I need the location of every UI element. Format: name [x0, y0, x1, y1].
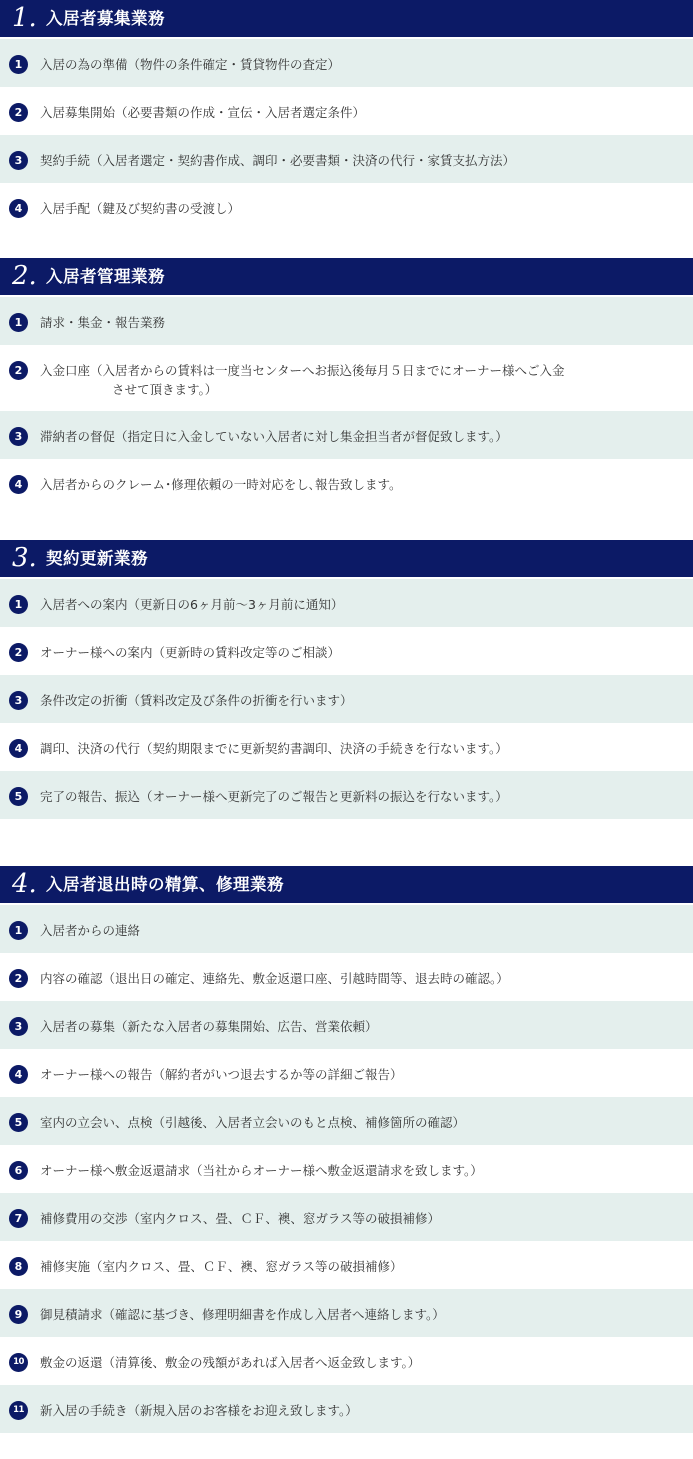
list-item [0, 1145, 693, 1193]
item-text: 新入居の手続き（新規入居のお客様をお迎え致します。） [40, 1403, 358, 1418]
number-badge: 2 [9, 103, 28, 122]
list-item [0, 39, 693, 87]
number-badge: 10 [9, 1353, 28, 1372]
list-item [0, 1337, 693, 1385]
number-badge: 6 [9, 1161, 28, 1180]
section-header [0, 0, 693, 37]
item-text: 滞納者の督促（指定日に入金していない入居者に対し集金担当者が督促致します。） [40, 429, 508, 444]
number-badge: 9 [9, 1305, 28, 1324]
section-2 [0, 258, 693, 507]
section-number: 4. [12, 869, 37, 899]
list-item [0, 1385, 693, 1433]
number-badge: 7 [9, 1209, 28, 1228]
number-badge: 2 [9, 643, 28, 662]
item-text: 契約手続（入居者選定・契約書作成、調印・必要書類・決済の代行・家賃支払方法） [40, 153, 516, 168]
list-item [0, 459, 693, 507]
number-badge: 5 [9, 1113, 28, 1132]
number-badge: 3 [9, 151, 28, 170]
list-item [0, 771, 693, 819]
item-text: 入金口座（入居者からの賃料は一度当センターへお振込後毎月５日までにオーナー様へご入金 [40, 363, 565, 378]
item-text: 敷金の返還（清算後、敷金の残額があれば入居者へ返金致します。） [40, 1355, 421, 1370]
number-badge: 11 [9, 1401, 28, 1420]
list-item [0, 675, 693, 723]
list-item [0, 579, 693, 627]
item-text: 内容の確認（退出日の確定、連絡先、敷金返還口座、引越時間等、退去時の確認。） [40, 971, 509, 986]
number-badge: 4 [9, 1065, 28, 1084]
list-item [0, 87, 693, 135]
section-header [0, 866, 693, 903]
number-badge: 4 [9, 475, 28, 494]
number-badge: 2 [9, 969, 28, 988]
section-number: 2. [12, 261, 37, 291]
section-1 [0, 0, 693, 231]
item-text: 入居者への案内（更新日の6ヶ月前〜3ヶ月前に通知） [40, 597, 344, 612]
item-text: 調印、決済の代行（契約期限までに更新契約書調印、決済の手続きを行ないます。） [40, 741, 508, 756]
item-list [0, 297, 693, 507]
number-badge: 2 [9, 361, 28, 380]
item-text: 入居手配（鍵及び契約書の受渡し） [40, 201, 241, 216]
section-title: 入居者退出時の精算、修理業務 [46, 875, 284, 894]
item-text: 入居募集開始（必要書類の作成・宣伝・入居者選定条件） [40, 105, 366, 120]
list-item [0, 1289, 693, 1337]
list-item [0, 627, 693, 675]
list-item [0, 1241, 693, 1289]
item-text: 室内の立会い、点検（引越後、入居者立会いのもと点検、補修箇所の確認） [40, 1115, 466, 1130]
list-item [0, 1193, 693, 1241]
list-item [0, 1049, 693, 1097]
item-text-continued: させて頂きます。） [112, 382, 218, 397]
section-header [0, 258, 693, 295]
item-text: 入居者からの連絡 [40, 923, 141, 938]
item-text: 補修実施（室内クロス、畳、ＣＦ、襖、窓ガラス等の破損補修） [40, 1259, 403, 1274]
item-list [0, 39, 693, 231]
number-badge: 8 [9, 1257, 28, 1276]
number-badge: 3 [9, 1017, 28, 1036]
list-item [0, 1001, 693, 1049]
item-list [0, 905, 693, 1433]
section-header [0, 540, 693, 577]
number-badge: 3 [9, 427, 28, 446]
section-number: 3. [12, 543, 37, 573]
list-item [0, 905, 693, 953]
list-item [0, 1097, 693, 1145]
item-text: オーナー様への案内（更新時の賃料改定等のご相談） [40, 645, 341, 660]
item-text: オーナー様への報告（解約者がいつ退去するか等の詳細ご報告） [40, 1067, 403, 1082]
list-item [0, 953, 693, 1001]
item-text: 入居者からのクレーム･修理依頼の一時対応をし､報告致します。 [40, 477, 402, 492]
section-title: 入居者管理業務 [46, 267, 165, 286]
number-badge: 1 [9, 55, 28, 74]
section-title: 入居者募集業務 [46, 9, 165, 28]
list-item [0, 135, 693, 183]
number-badge: 4 [9, 739, 28, 758]
item-text: 入居者の募集（新たな入居者の募集開始、広告、営業依頼） [40, 1019, 378, 1034]
item-list [0, 579, 693, 819]
section-number: 1. [12, 3, 37, 33]
list-item [0, 183, 693, 231]
item-text: 御見積請求（確認に基づき、修理明細書を作成し入居者へ連絡します。） [40, 1307, 445, 1322]
number-badge: 4 [9, 199, 28, 218]
section-3 [0, 540, 693, 819]
list-item [0, 723, 693, 771]
list-item [0, 345, 693, 411]
number-badge: 1 [9, 595, 28, 614]
item-text: オーナー様へ敷金返還請求（当社からオーナー様へ敷金返還請求を致します。） [40, 1163, 483, 1178]
number-badge: 3 [9, 691, 28, 710]
item-text: 補修費用の交渉（室内クロス、畳、ＣＦ、襖、窓ガラス等の破損補修） [40, 1211, 441, 1226]
item-text: 完了の報告、振込（オーナー様へ更新完了のご報告と更新料の振込を行ないます。） [40, 789, 508, 804]
item-text: 条件改定の折衝（賃料改定及び条件の折衝を行います） [40, 693, 353, 708]
section-4 [0, 866, 693, 1433]
item-text: 入居の為の準備（物件の条件確定・賃貸物件の査定） [40, 57, 341, 72]
list-item [0, 297, 693, 345]
number-badge: 5 [9, 787, 28, 806]
section-title: 契約更新業務 [46, 549, 148, 568]
number-badge: 1 [9, 921, 28, 940]
item-text: 請求・集金・報告業務 [40, 315, 166, 330]
list-item [0, 411, 693, 459]
number-badge: 1 [9, 313, 28, 332]
